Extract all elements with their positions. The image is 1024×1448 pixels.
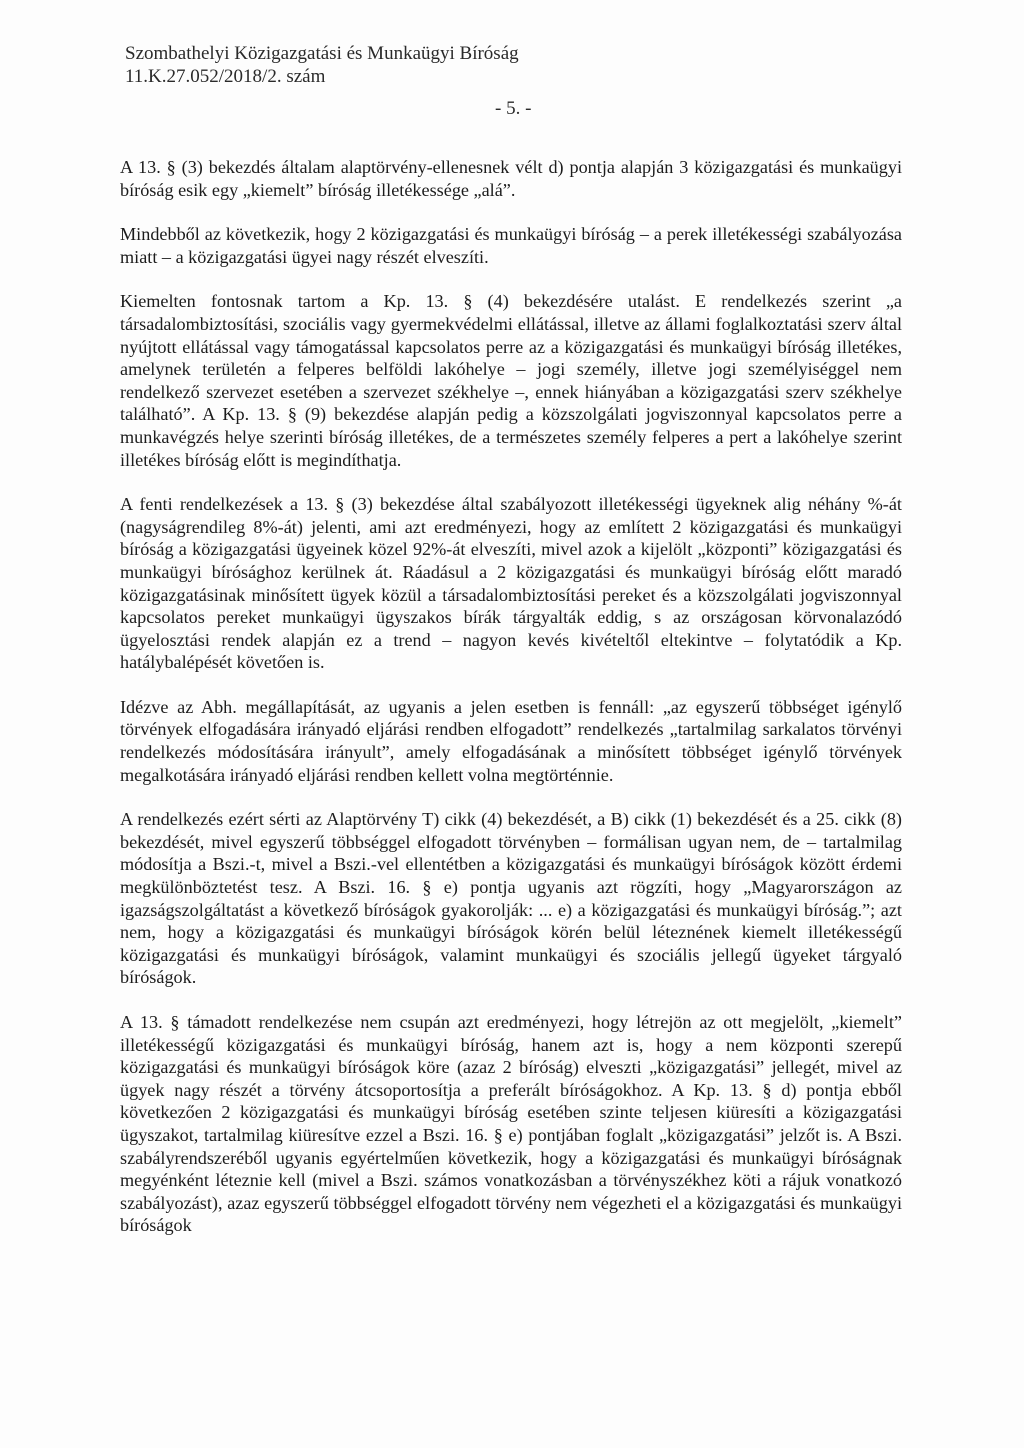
court-name: Szombathelyi Közigazgatási és Munkaügyi Bíróság: [125, 43, 519, 64]
paragraph-5: Idézve az Abh. megállapítását, az ugyanis a jelen esetben is fennáll: „az egyszerű többséget igénylő törvények elfogadására irányadó eljárási rendben elfogadott” rendelkezés „tartalmilag sarkalatos törvényi rendelkezés módosítására irányult”, amely elfogadásának a minősített többséget igénylő törvények megalkotására irányadó eljárási rendben kellett volna megtörténnie.: [120, 696, 902, 785]
paragraph-2: Mindebből az következik, hogy 2 közigazgatási és munkaügyi bíróság – a perek illetékességi szabályozása miatt – a közigazgatási ügyei nagy részét elveszíti.: [120, 224, 902, 267]
paragraph-3: Kiemelten fontosnak tartom a Kp. 13. § (4) bekezdésére utalást. E rendelkezés szerint „a társadalombiztosítási, szociális vagy gyermekvédelmi ellátással, illetve az állami foglalkoztatási szerv által nyújtott ellátással vagy támogatással kapcsolatos perre az a közigazgatási és munkaügyi bíróság illetékes, amelynek területén a felperes belföldi lakóhelye – jogi személy, illetve jogi személyiséggel nem rendelkező szervezet esetében a szervezet székhelye –, ennek hiányában a közigazgatási szerv székhelye található”. A Kp. 13. § (9) bekezdése alapján pedig a közszolgálati jogviszonnyal kapcsolatos perre a munkavégzés helye szerinti bíróság illetékes, de a természetes személy felperes a pert a lakóhelye szerint illetékes bíróság előtt is megindíthatja.: [120, 291, 902, 470]
paragraph-6: A rendelkezés ezért sérti az Alaptörvény T) cikk (4) bekezdését, a B) cikk (1) bekezdését és a 25. cikk (8) bekezdését, mivel egyszerű többséggel elfogadott törvényben – formálisan ugyan nem, de – tartalmilag módosítja a Bszi.-t, mivel a Bszi.-vel ellentétben a közigazgatási és munkaügyi bíróságok között érdemi megkülönböztetést tesz. A Bszi. 16. § e) pontja ugyanis azt rögzíti, hogy „Magyarországon az igazságszolgáltatást a következő bíróságok gyakorolják: ... e) a közigazgatási és munkaügyi bíróság.”; azt nem, hogy a közigazgatási és munkaügyi bíróságok körén belül léteznének kiemelt illetékességű közigazgatási és munkaügyi bíróságok, valamint munkaügyi és szociális jellegű ügyeket tárgyaló bíróságok.: [120, 809, 902, 988]
document-body: [120, 156, 902, 1259]
document-header: [125, 42, 519, 88]
case-number: 11.K.27.052/2018/2. szám: [125, 66, 326, 87]
paragraph-1: A 13. § (3) bekezdés általam alaptörvény-ellenesnek vélt d) pontja alapján 3 közigazgatási és munkaügyi bíróság esik egy „kiemelt” bíróság illetékessége „alá”.: [120, 157, 902, 200]
paragraph-4: A fenti rendelkezések a 13. § (3) bekezdése által szabályozott illetékességi ügyeknek alig néhány %-át (nagyságrendileg 8%-át) jelenti, ami azt eredményezi, hogy az említett 2 közigazgatási és munkaügyi bíróság a közigazgatási ügyeinek közel 92%-át elveszíti, mivel azok a kijelölt „központi” közigazgatási és munkaügyi bírósághoz kerülnek át. Ráadásul a 2 közigazgatási és munkaügyi bíróság előtt maradó közigazgatásinak minősített ügyek közül a társadalombiztosítási pereket és a közszolgálati jogviszonnyal kapcsolatos pereket munkaügyi ügyszakos bírák tárgyalták eddig, s az országosan körvonalazódó ügyelosztási rendek alapján ez a trend – nagyon kevés kivételtől eltekintve – folytatódik a Kp. hatálybalépését követően is.: [120, 494, 902, 673]
page-number: - 5. -: [495, 98, 532, 119]
paragraph-7: A 13. § támadott rendelkezése nem csupán azt eredményezi, hogy létrejön az ott megjelölt, „kiemelt” illetékességű közigazgatási és munkaügyi bíróság, hanem azt is, hogy a nem központi szerepű közigazgatási és munkaügyi bíróságok köre (azaz 2 bíróság) elveszti „közigazgatási” jellegét, mivel az ügyek nagy részét a törvény átcsoportosítja a preferált bíróságokhoz. A Kp. 13. § d) pontja ebből következően 2 közigazgatási és munkaügyi bíróság esetében szinte teljesen kiüresíti a közigazgatási ügyszakot, tartalmilag kiüresítve ezzel a Bszi. 16. § e) pontjában foglalt „közigazgatási” jelzőt is. A Bszi. szabályrendszeréből ugyanis egyértelműen következik, hogy a közigazgatási és munkaügyi bíróságnak megyénként léteznie kell (mivel a Bszi. számos vonatkozásban a törvényszékhez köti a rájuk vonatkozó szabályozást), azaz egyszerű többséggel elfogadott törvény nem végezheti el a közigazgatási és munkaügyi bíróságok: [120, 1012, 902, 1236]
